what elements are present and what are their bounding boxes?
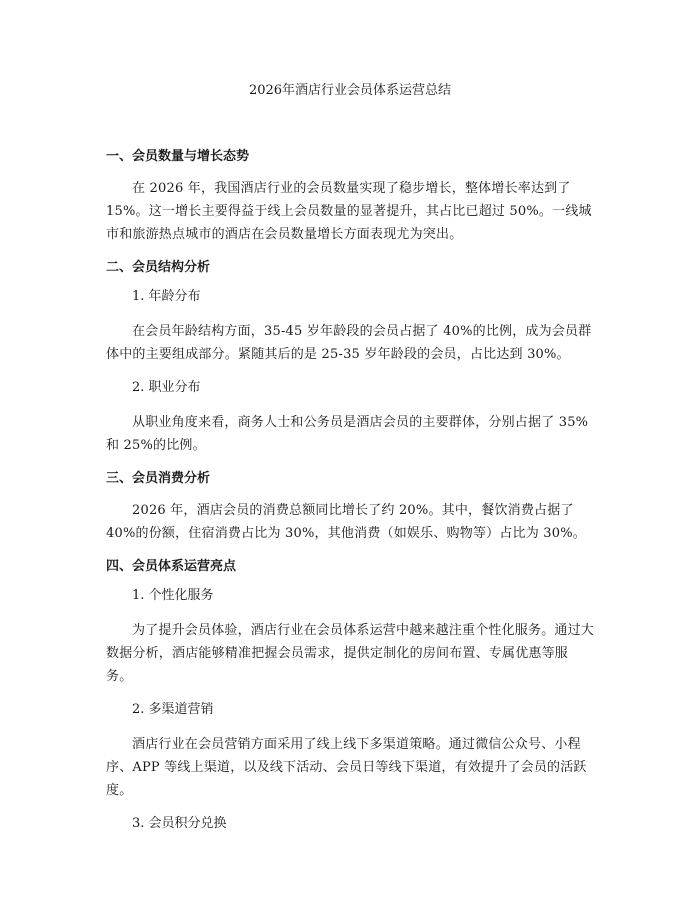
document-title: 2026年酒店行业会员体系运营总结 [248,83,452,98]
section-operation-highlights [106,558,594,833]
subheading-age: 1. 年龄分布 [132,289,201,304]
section-member-consumption [106,470,594,545]
section-heading: 一、会员数量与增长态势 [106,149,250,164]
paragraph: 为了提升会员体验，酒店行业在会员体系运营中越来越注重个性化服务。通过大数据分析，酒店能够精准把握会员需求，提供定制化的房间布置、专属优惠等服务。 [106,623,595,684]
section-heading: 二、会员结构分析 [106,260,211,275]
subheading-multichannel-marketing: 2. 多渠道营销 [132,702,214,717]
paragraph: 在 2026 年，我国酒店行业的会员数量实现了稳步增长，整体增长率达到了 15%。这一增长主要得益于线上会员数量的显著提升，其占比已超过 50%。一线城市和旅游热点城市的酒店在会员数量增长方面表现尤为突出。 [106,181,592,242]
paragraph: 在会员年龄结构方面，35-45 岁年龄段的会员占据了 40%的比例，成为会员群体中的主要组成部分。紧随其后的是 25-35 岁年龄段的会员，占比达到 30%。 [106,324,592,362]
paragraph: 酒店行业在会员营销方面采用了线上线下多渠道策略。通过微信公众号、小程序、APP 等线上渠道，以及线下活动、会员日等线下渠道，有效提升了会员的活跃度。 [106,737,587,798]
subheading-points-redemption: 3. 会员积分兑换 [132,816,227,831]
subheading-personalized-service: 1. 个性化服务 [132,588,214,603]
section-heading: 四、会员体系运营亮点 [106,559,237,574]
section-member-growth [106,148,594,246]
section-member-structure [106,259,594,457]
paragraph: 2026 年，酒店会员的消费总额同比增长了约 20%。其中，餐饮消费占据了 40%的份额，住宿消费占比为 30%，其他消费（如娱乐、购物等）占比为 30%。 [106,503,586,541]
section-heading: 三、会员消费分析 [106,471,211,486]
subheading-occupation: 2. 职业分布 [132,380,201,395]
paragraph: 从职业角度来看，商务人士和公务员是酒店会员的主要群体，分别占据了 35%和 25%的比例。 [106,415,589,453]
